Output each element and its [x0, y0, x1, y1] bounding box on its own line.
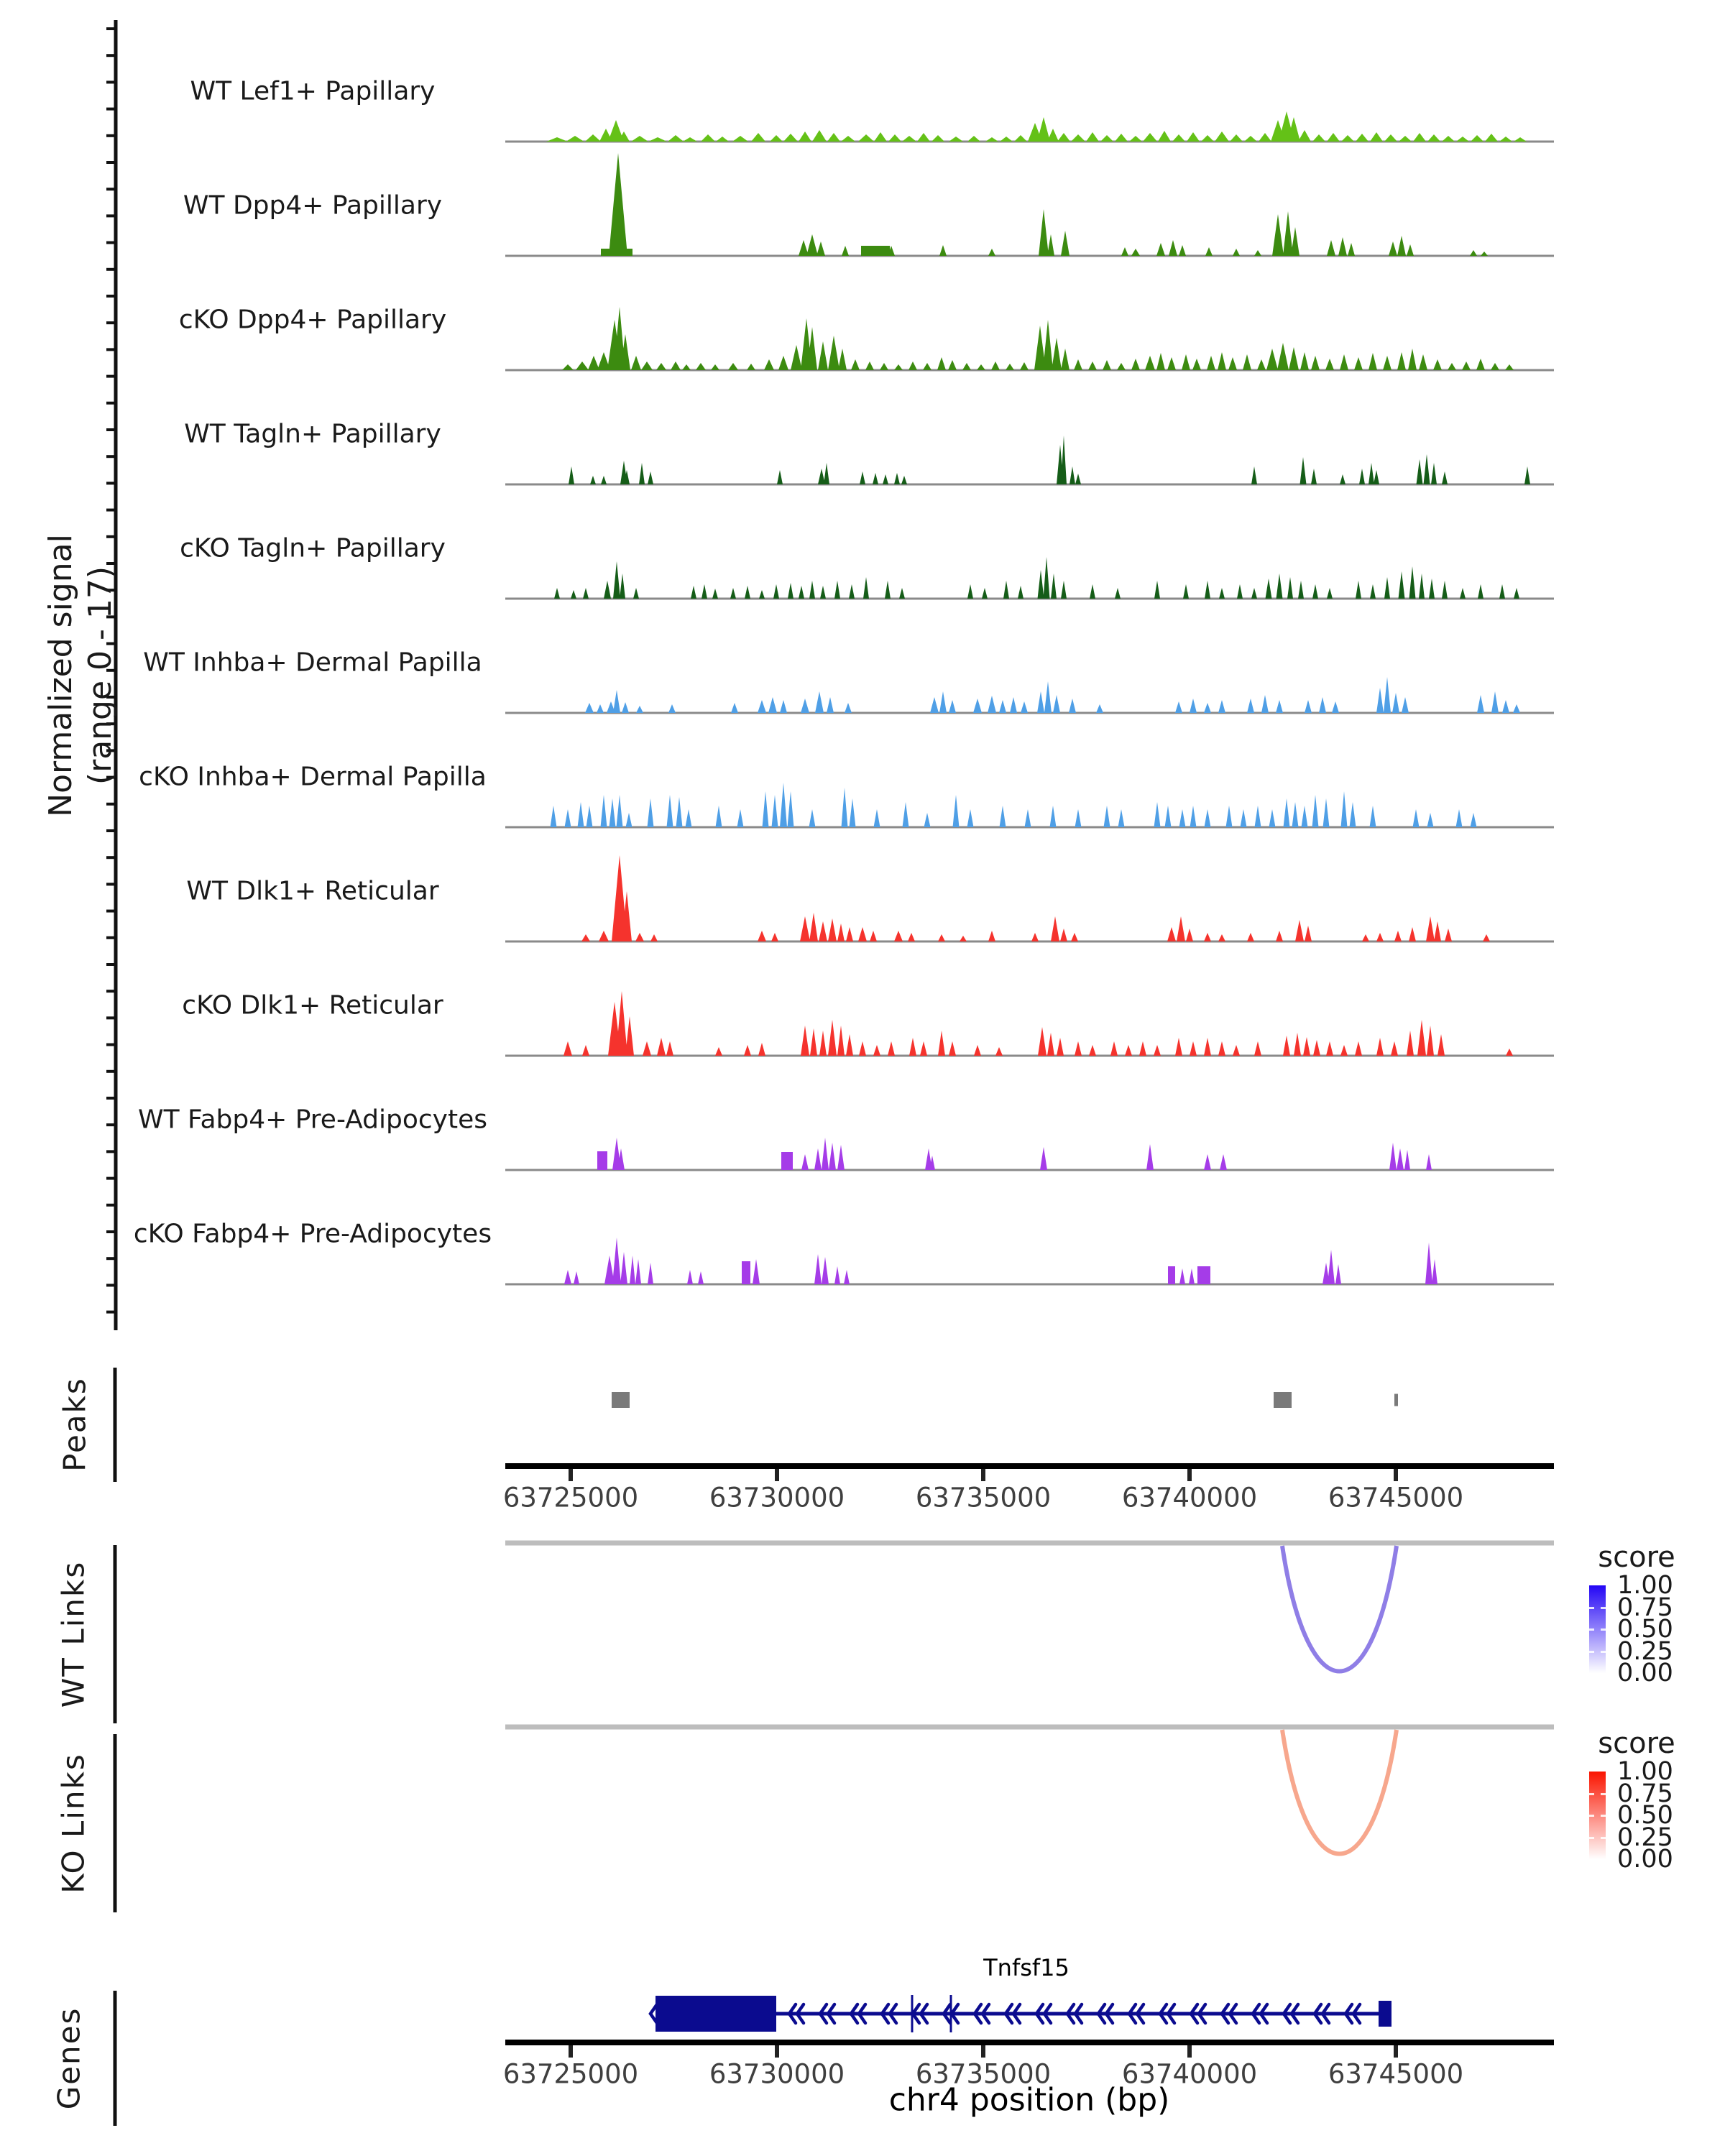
score-legend-tick: [1589, 1793, 1594, 1795]
score-legend-tick: [1589, 1628, 1594, 1631]
coverage-signal-5: [550, 557, 1538, 599]
score-legend-tick: [1601, 1793, 1606, 1795]
y-axis-label-line1: Normalized signal: [42, 534, 79, 817]
coverage-signal-2: [550, 153, 1538, 256]
score-legend-tick: [1589, 1651, 1594, 1653]
score-legend-value: 0.75: [1617, 1779, 1673, 1808]
link-arc-wt: [1282, 1546, 1397, 1672]
coverage-signal-10: [550, 1138, 1538, 1170]
section-label-wt-links: WT Links: [55, 1560, 91, 1708]
genome-axis-tick-label: 63745000: [1328, 2058, 1464, 2090]
coverage-signal-3: [550, 307, 1538, 370]
score-legend-value: 0.50: [1617, 1801, 1673, 1830]
track-label-11: cKO Fabp4+ Pre-Adipocytes: [133, 1219, 492, 1249]
score-legend-value: 1.00: [1617, 1571, 1673, 1600]
score-legend-gradient-wt: [1589, 1585, 1606, 1673]
peak-call-box: [612, 1392, 630, 1408]
score-legend-value: 0.50: [1617, 1615, 1673, 1644]
track-label-3: cKO Dpp4+ Papillary: [178, 305, 447, 335]
coverage-signal-1: [546, 111, 1538, 142]
track-label-2: WT Dpp4+ Papillary: [183, 190, 443, 221]
ko-links-score-legend-title: score: [1598, 1727, 1675, 1760]
genome-axis-tick-label: 63740000: [1121, 1482, 1258, 1514]
track-label-10: WT Fabp4+ Pre-Adipocytes: [138, 1105, 487, 1135]
coverage-signal-4: [550, 436, 1538, 484]
score-legend-value: 0.00: [1617, 1845, 1673, 1874]
genome-axis-tick-label: 63735000: [915, 2058, 1052, 2090]
section-label-genes: Genes: [51, 2007, 87, 2110]
gene-end-block: [1379, 2001, 1392, 2027]
score-legend-tick: [1601, 1815, 1606, 1817]
genome-axis-tick-label: 63740000: [1121, 2058, 1258, 2090]
track-label-4: WT Tagln+ Papillary: [184, 419, 441, 449]
track-label-5: cKO Tagln+ Papillary: [180, 533, 446, 563]
score-legend-tick: [1601, 1607, 1606, 1609]
track-label-6: WT Inhba+ Dermal Papilla: [143, 648, 482, 678]
score-legend-gradient-ko: [1589, 1772, 1606, 1859]
coverage-signal-11: [550, 1238, 1538, 1284]
score-legend-tick: [1601, 1628, 1606, 1631]
genome-axis-tick-label: 63745000: [1328, 1482, 1464, 1514]
track-label-1: WT Lef1+ Papillary: [190, 76, 436, 106]
score-legend-tick: [1589, 1607, 1594, 1609]
genome-axis-tick-label: 63730000: [709, 2058, 845, 2090]
coverage-signal-7: [550, 783, 1538, 827]
peak-call-box: [1394, 1394, 1398, 1406]
gene-name-label: Tnfsf15: [983, 1954, 1070, 1981]
genome-axis-tick-label: 63725000: [502, 1482, 639, 1514]
coverage-signal-6: [550, 677, 1538, 713]
score-legend-value: 0.25: [1617, 1636, 1673, 1666]
section-label-peaks: Peaks: [57, 1377, 93, 1472]
score-legend-value: 1.00: [1617, 1757, 1673, 1786]
genome-axis-title: chr4 position (bp): [888, 2081, 1170, 2119]
score-legend-tick: [1601, 1837, 1606, 1839]
coverage-signal-9: [550, 991, 1538, 1056]
y-axis-label-line2: (range 0 - 17): [82, 566, 119, 786]
wt-links-score-legend-title: score: [1598, 1541, 1675, 1574]
track-label-9: cKO Dlk1+ Reticular: [182, 990, 443, 1021]
score-legend-value: 0.75: [1617, 1593, 1673, 1622]
score-legend-value: 0.25: [1617, 1823, 1673, 1852]
score-legend-tick: [1589, 1815, 1594, 1817]
peak-call-box: [1274, 1392, 1292, 1408]
score-legend-tick: [1589, 1837, 1594, 1839]
gene-utr-block: [656, 1996, 776, 2032]
track-label-7: cKO Inhba+ Dermal Papilla: [139, 762, 487, 792]
score-legend-value: 0.00: [1617, 1659, 1673, 1687]
section-label-ko-links: KO Links: [55, 1753, 91, 1894]
genome-axis-tick-label: 63725000: [502, 2058, 639, 2090]
track-label-8: WT Dlk1+ Reticular: [186, 876, 439, 906]
y-axis-label: [41, 534, 120, 817]
score-legend-tick: [1601, 1651, 1606, 1653]
genome-axis-tick-label: 63730000: [709, 1482, 845, 1514]
coverage-signal-8: [550, 855, 1538, 941]
link-arc-ko: [1282, 1730, 1397, 1854]
genome-axis-tick-label: 63735000: [915, 1482, 1052, 1514]
